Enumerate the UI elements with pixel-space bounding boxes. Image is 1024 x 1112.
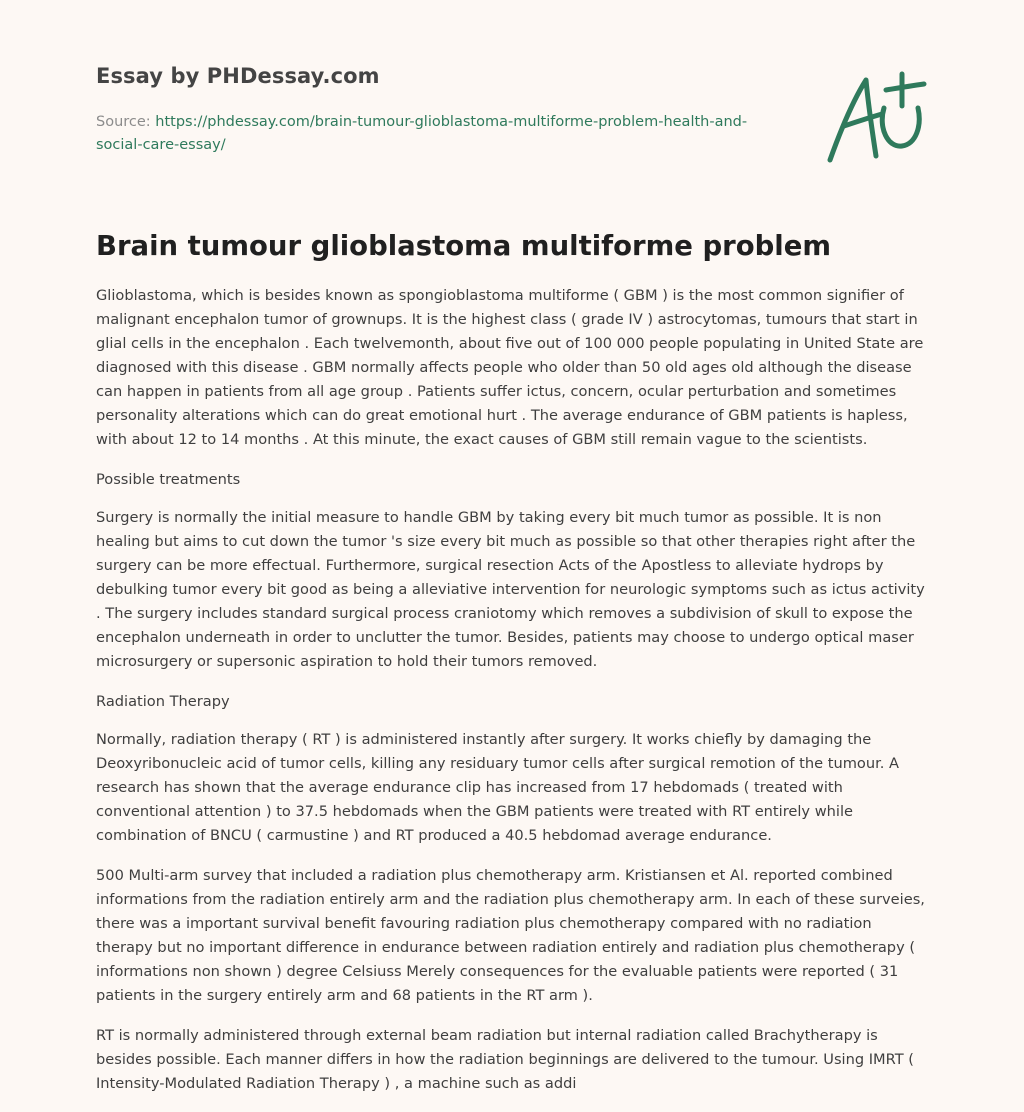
a-plus-logo-icon — [822, 68, 928, 164]
paragraph: RT is normally administered through external beam radiation but internal radiation called Brachytherapy is besides possible. Each manner differs in how the radiation beginnings are delivered to the tumour. Using IMRT ( Intensity-Modulated Radiation Therapy ) , a machine such as addi — [96, 1027, 914, 1092]
site-title: Essay by PHDessay.com — [96, 64, 380, 88]
essay-title: Brain tumour glioblastoma multiforme problem — [96, 230, 832, 262]
essay-body — [96, 284, 932, 1112]
source-line — [96, 111, 756, 157]
source-label: Source: — [96, 114, 151, 130]
paragraph: Normally, radiation therapy ( RT ) is administered instantly after surgery. It works chiefly by damaging the Deoxyribonucleic acid of tumor cells, killing any residuary tumor cells after surgical remotion of the tumour. A research has shown that the average endurance clip has increased from 17 hebdomads ( treated with conventional attention ) to 37.5 hebdomads when the GBM patients were treated with RT entirely while combination of BNCU ( carmustine ) and RT produced a 40.5 hebdomad average endurance. — [96, 731, 900, 844]
section-heading-possible-treatments: Possible treatments — [96, 471, 241, 488]
paragraph: Surgery is normally the initial measure to handle GBM by taking every bit much tumor as possible. It is non healing but aims to cut down the tumor 's size every bit much as possible so that other therapies right after the surgery can be more effectual. Furthermore, surgical resection Acts of the Apostless to alleviate hydrops by debulking tumor every bit good as being a alleviative intervention for neurologic symptoms such as ictus activity . The surgery includes standard surgical process craniotomy which removes a subdivision of skull to expose the encephalon underneath in order to unclutter the tumor. Besides, patients may choose to undergo optical maser microsurgery or supersonic aspiration to hold their tumors removed. — [96, 509, 925, 670]
paragraph: 500 Multi-arm survey that included a radiation plus chemotherapy arm. Kristiansen et Al. reported combined informations from the radiation entirely arm and the radiation plus chemotherapy arm. In each of these surveies, there was a important survival benefit favouring radiation plus chemotherapy compared with no radiation therapy but no important difference in endurance between radiation entirely and radiation plus chemotherapy ( informations non shown ) degree Celsiuss Merely consequences for the evaluable patients were reported ( 31 patients in the surgery entirely arm and 68 patients in the RT arm ). — [96, 867, 925, 1004]
paragraph: Glioblastoma, which is besides known as spongioblastoma multiforme ( GBM ) is the most common signifier of malignant encephalon tumor of grownups. It is the highest class ( grade IV ) astrocytomas, tumours that start in glial cells in the encephalon . Each twelvemonth, about five out of 100 000 people populating in United State are diagnosed with this disease . GBM normally affects people who older than 50 old ages old although the disease can happen in patients from all age group . Patients suffer ictus, concern, ocular perturbation and sometimes personality alterations which can do great emotional hurt . The average endurance of GBM patients is hapless, with about 12 to 14 months . At this minute, the exact causes of GBM still remain vague to the scientists. — [96, 287, 924, 448]
section-heading-radiation-therapy: Radiation Therapy — [96, 693, 230, 710]
source-link[interactable]: https://phdessay.com/brain-tumour-glioblastoma-multiforme-problem-health-and-social-care-essay/ — [96, 114, 748, 153]
